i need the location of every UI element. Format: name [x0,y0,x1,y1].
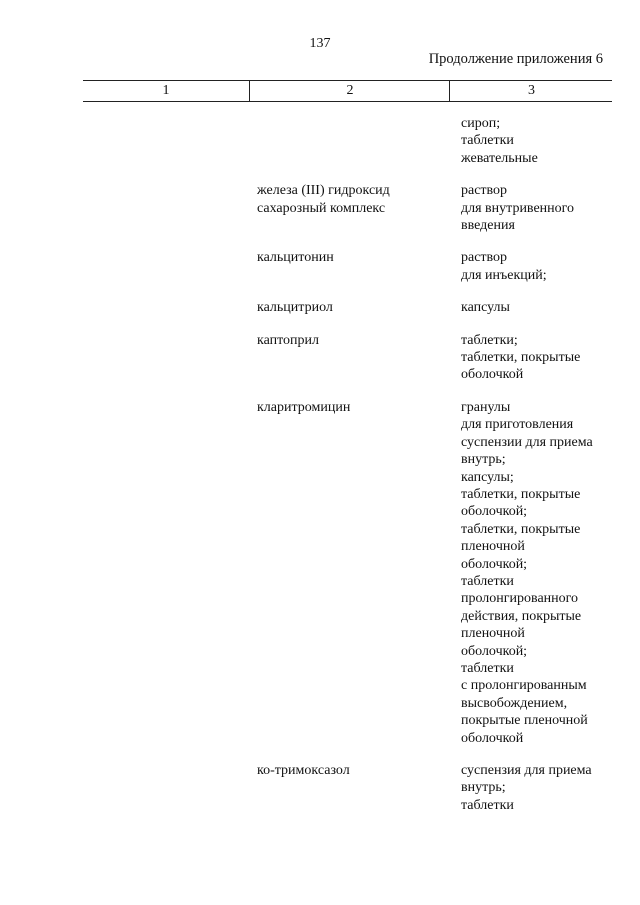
drug-name-cell [257,182,447,217]
dosage-form-line: таблетки [461,660,514,676]
table-row [0,249,640,284]
row-spacer [0,747,640,762]
dosage-form-cell [461,115,631,167]
dosage-form-line: таблетки, покрытые [461,486,581,502]
appendix-continuation-label: Продолжение приложения 6 [428,51,603,67]
dosage-form-line: покрытые пленочной [461,713,588,729]
dosage-form-line: внутрь; [461,780,506,796]
table-body [0,115,640,814]
dosage-form-cell [461,299,631,316]
dosage-form-line: для внутривенного [461,200,575,216]
page-number: 137 [309,36,331,51]
column-header-1: 1 [162,83,170,98]
dosage-form-line: пленочной [461,626,525,642]
dosage-form-line: оболочкой [461,367,524,383]
drug-name-line: железа (III) гидроксид [257,183,390,199]
dosage-form-line: с пролонгированным [461,678,587,694]
table-row [0,299,640,316]
dosage-form-line: жевательные [461,150,538,166]
dosage-form-cell [461,249,631,284]
drug-name-line: сахарозный комплекс [257,200,386,216]
dosage-form-line: таблетки; [461,332,518,348]
dosage-form-cell [461,182,631,234]
table-row [0,115,640,167]
drug-name-line: кальцитриол [257,300,333,316]
drug-name-line: каптоприл [257,332,320,348]
table-row [0,399,640,747]
column-header-3: 3 [449,81,613,101]
drug-name-cell [257,249,447,266]
dosage-form-line: пленочной [461,539,525,555]
dosage-form-line: для приготовления [461,417,574,433]
dosage-form-line: таблетки [461,573,514,589]
drug-name-line: кларитромицин [257,399,351,415]
column-header-2: 2 [249,81,450,101]
row-spacer [0,384,640,399]
table-row [0,762,640,814]
drug-name-cell [257,762,447,779]
dosage-form-line: сироп; [461,116,501,131]
dosage-form-line: высвобождением, [461,695,568,711]
dosage-form-cell [461,332,631,384]
table-header-row [83,80,612,102]
dosage-form-line: раствор [461,250,508,266]
dosage-form-line: для инъекций; [461,267,547,283]
dosage-form-line: оболочкой; [461,556,528,572]
dosage-form-line: оболочкой [461,730,524,746]
dosage-form-line: гранулы [461,399,511,415]
row-spacer [0,284,640,299]
dosage-form-line: таблетки [461,133,514,149]
dosage-form-line: таблетки, покрытые [461,350,581,366]
drug-name-cell [257,332,447,349]
dosage-form-line: раствор [461,183,508,199]
row-spacer [0,234,640,249]
dosage-form-cell [461,762,631,814]
dosage-form-line: действия, покрытые [461,608,582,624]
drug-name-cell [257,399,447,416]
drug-name-cell [257,299,447,316]
dosage-form-line: оболочкой; [461,504,528,520]
row-spacer [0,167,640,182]
row-spacer [0,317,640,332]
dosage-form-line: пролонгированного [461,591,579,607]
dosage-form-line: суспензии для приема [461,434,593,450]
dosage-form-line: таблетки, покрытые [461,521,581,537]
table-row [0,332,640,384]
dosage-form-line: внутрь; [461,452,506,468]
dosage-form-line: капсулы [461,300,510,316]
dosage-form-cell [461,399,631,747]
dosage-form-line: оболочкой; [461,643,528,659]
table-row [0,182,640,234]
dosage-form-line: капсулы; [461,469,514,485]
dosage-form-line: суспензия для приема [461,763,592,778]
drug-name-line: ко-тримоксазол [257,763,350,778]
dosage-form-line: таблетки [461,797,514,813]
dosage-form-line: введения [461,218,515,234]
drug-name-line: кальцитонин [257,250,334,266]
